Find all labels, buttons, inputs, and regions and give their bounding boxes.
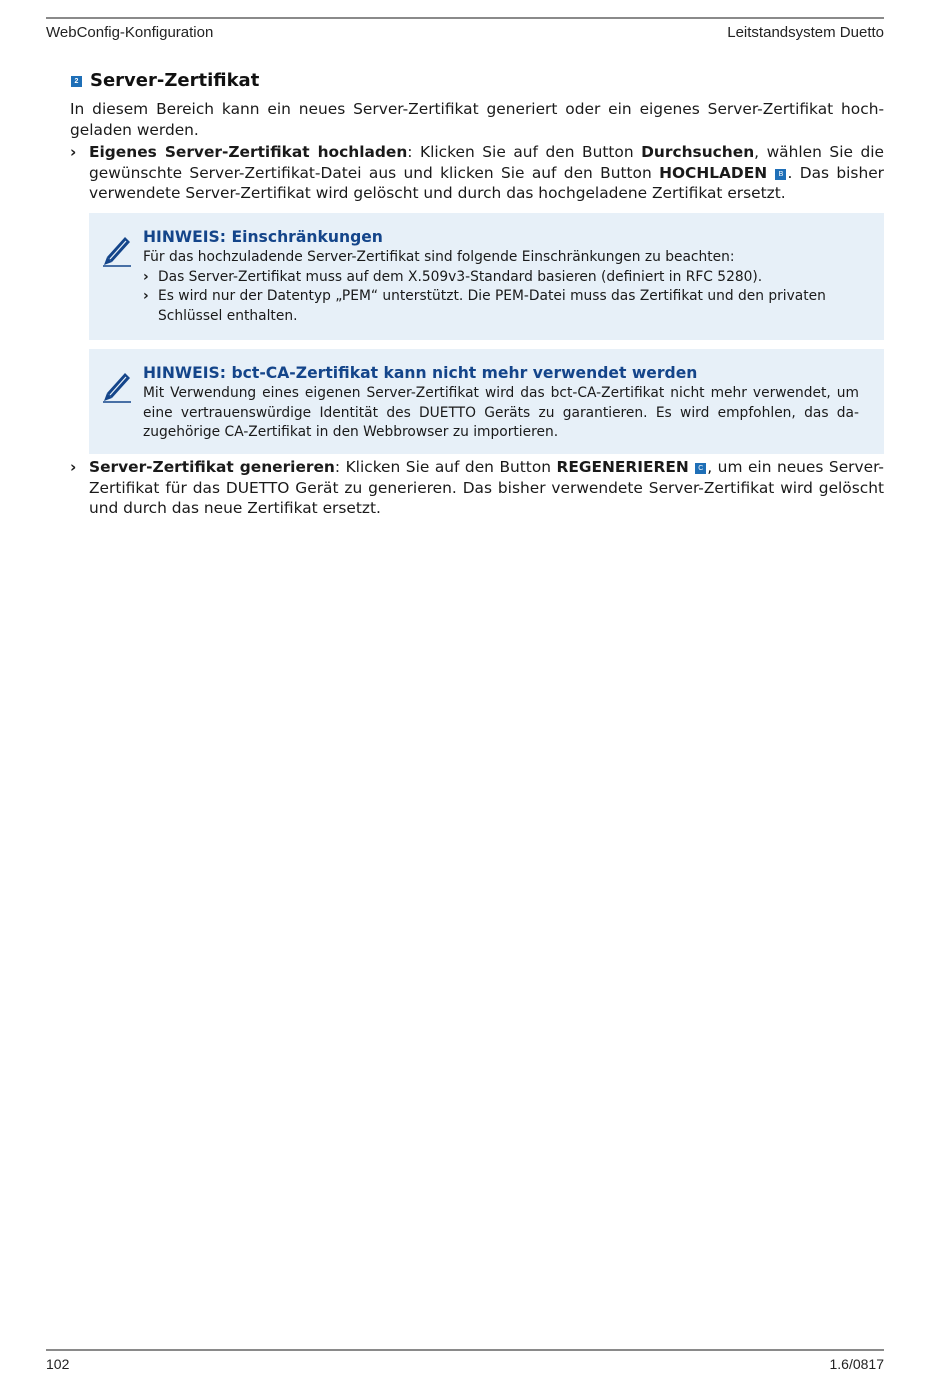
button-reference-regenerieren: REGENERIEREN xyxy=(556,458,689,476)
footer-rule xyxy=(46,1349,884,1351)
bullet-fragment: : Klicken Sie auf den Button xyxy=(334,458,557,476)
bullet-upload-certificate xyxy=(70,142,884,204)
note-box-restrictions xyxy=(89,213,884,340)
button-reference-hochladen: HOCHLADEN xyxy=(659,163,768,182)
section-title: Server-Zertifikat xyxy=(90,70,260,91)
note-body xyxy=(143,248,859,326)
pencil-icon xyxy=(101,231,133,267)
note-title: HINWEIS: Einschränkungen xyxy=(143,228,383,246)
callout-marker-c: C xyxy=(695,463,706,474)
bullet-generate-certificate xyxy=(70,457,884,519)
note-list-item xyxy=(143,287,859,326)
pencil-icon xyxy=(101,367,133,403)
bullet-text xyxy=(89,457,884,519)
note-body xyxy=(143,384,859,443)
bullet-lead: Eigenes Server-Zertifikat hochladen xyxy=(89,143,408,161)
bullet-fragment: . Das bisher verwendete Server-Zertifikat wird gelöscht und durch das hochgeladene Zertifikat ersetzt. xyxy=(89,163,884,202)
bullet-fragment: , wählen Sie die gewünschte Server-Zertifikat-Datei aus und klicken Sie auf den Button xyxy=(89,143,885,182)
note-list-item-text: Es wird nur der Datentyp „PEM“ unterstützt. Die PEM-Datei muss das Zertifikat und den privaten Schlüssel enthalten. xyxy=(158,288,826,324)
chevron-right-icon: › xyxy=(143,268,149,285)
header-rule xyxy=(46,17,884,19)
bullet-text xyxy=(89,142,884,204)
document-version: 1.6/0817 xyxy=(829,1356,884,1372)
note-title: HINWEIS: bct-CA-Zertifikat kann nicht mehr verwendet werden xyxy=(143,364,698,382)
running-header-right: Leitstandsystem Duetto xyxy=(727,24,884,41)
bullet-lead: Server-Zertifikat generieren xyxy=(89,458,335,476)
section-marker: 2 xyxy=(71,76,82,87)
chevron-right-icon: › xyxy=(143,288,149,304)
bullet-fragment: : Klicken Sie auf den Button xyxy=(407,143,642,161)
note-text: Mit Verwendung eines eigenen Server-Zertifikat wird das bct-CA-Zertifikat nicht mehr verwendet, um eine vertrauenswürdige Identität des DUETTO Geräts zu garantieren. Es wird empfohlen, das da-zugehörige CA-Zertifikat in den Webbrowser zu importieren. xyxy=(143,385,859,440)
callout-marker-b: B xyxy=(775,169,786,180)
chevron-right-icon: › xyxy=(70,143,77,161)
page-number: 102 xyxy=(46,1356,70,1372)
note-list-item-text: Das Server-Zertifikat muss auf dem X.509v3-Standard basieren (definiert in RFC 5280). xyxy=(158,268,763,285)
note-box-ca-certificate xyxy=(89,349,884,454)
chevron-right-icon: › xyxy=(70,458,77,476)
button-reference-durchsuchen: Durchsuchen xyxy=(641,143,755,161)
section-heading xyxy=(70,70,259,91)
bullet-fragment: , um ein neues Server-Zertifikat für das DUETTO Gerät zu generieren. Das bisher verwendete Server-Zertifikat wird gelöscht und durch das neue Zertifikat ersetzt. xyxy=(89,458,884,517)
intro-paragraph: In diesem Bereich kann ein neues Server-Zertifikat generiert oder ein eigenes Server-Zertifikat hoch-geladen werden. xyxy=(70,100,884,139)
note-list-item xyxy=(143,268,859,288)
running-header-left: WebConfig-Konfiguration xyxy=(46,24,214,41)
note-text: Für das hochzuladende Server-Zertifikat sind folgende Einschränkungen zu beachten: xyxy=(143,249,735,265)
